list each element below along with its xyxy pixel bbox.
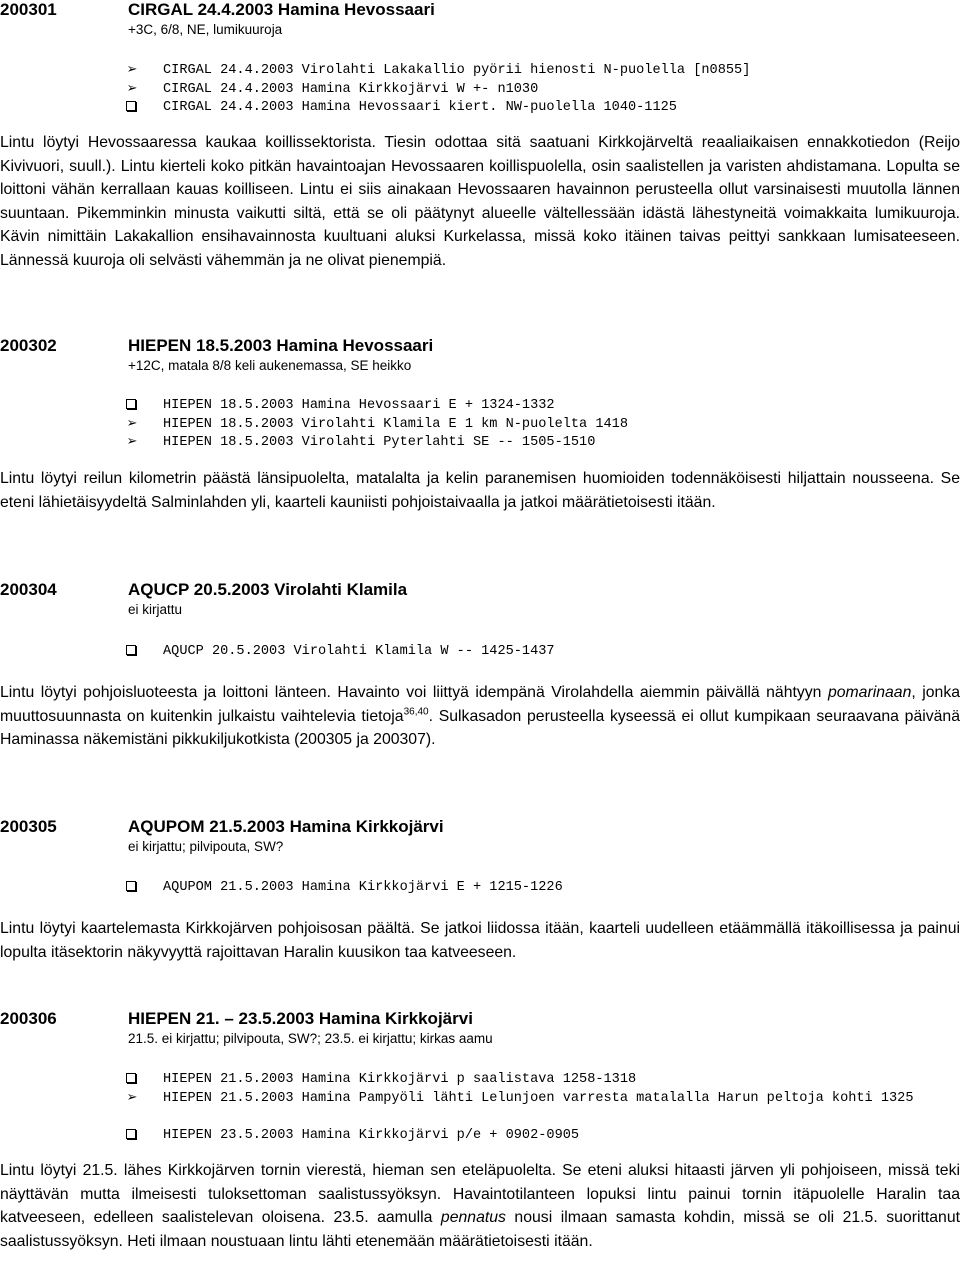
entry-conditions: ei kirjattu [128, 602, 183, 617]
observation-text: AQUCP 20.5.2003 Virolahti Klamila W -- 1425-1437 [163, 644, 555, 659]
observation-text: HIEPEN 21.5.2003 Hamina Kirkkojärvi p saalistava 1258-1318 [163, 1072, 637, 1087]
observation-item [0, 1127, 960, 1146]
entry-200305 [0, 817, 960, 961]
checkbox-bullet-icon [125, 879, 139, 895]
paragraph-text: Lintu löytyi 21.5. lähes Kirkkojärven tornin vierestä, hieman sen eteläpuolelta. Se eteni aluksi hitaasti järven yli pohjoiseen, missä teki näyttävän mutta ilmeisesti tuloksettoman saalistussyöksyn. Havaintotilanteen lopuksi lintu painui tornin itäpuolelle Haralin taa katveeseen, edelleen saalistelevan oloisena. 23.5. aamulla pennatus nousi ilmaan samasta kohdin, missä se oli 21.5. suorittanut saalistussyöksyn. Heti ilmaan noustuaan lintu lähti etenemään määrätietoisesti itään. [0, 1162, 960, 1250]
entry-200302 [0, 336, 960, 511]
observation-item [0, 1090, 960, 1127]
species-name: pomarinaan [827, 684, 912, 701]
observation-list [0, 643, 960, 662]
checkbox-bullet-icon [125, 1127, 139, 1143]
entry-paragraph [0, 681, 960, 752]
entry-title: CIRGAL 24.4.2003 Hamina Hevossaari [128, 0, 435, 19]
entry-title: AQUCP 20.5.2003 Virolahti Klamila [128, 580, 408, 599]
entry-title: HIEPEN 18.5.2003 Hamina Hevossaari [128, 336, 434, 355]
arrow-bullet-icon: ➢ [126, 434, 138, 449]
entry-header [0, 1009, 960, 1033]
arrow-bullet-icon: ➢ [126, 80, 138, 96]
entry-header [0, 817, 960, 841]
checkbox-bullet-icon [125, 643, 139, 659]
checkbox-bullet-icon [125, 397, 139, 413]
arrow-bullet-icon: ➢ [126, 415, 138, 431]
entry-paragraph [0, 1159, 960, 1253]
paragraph-text: Lintu löytyi pohjoisluoteesta ja loittoni länteen. Havainto voi liittyä idempänä Virolahdella aiemmin päivällä nähtyyn pomarinaan, jonka muuttosuunnasta on kuitenkin julkaistu vaihtelevia tietoja$^{36,40}$. Sulkasadon perusteella kyseessä ei ollut kumpikaan seuraavana päivänä Haminassa näkemistäni pikkukiljukotkista (200305 ja 200307). [0, 684, 960, 749]
observation-text: AQUPOM 21.5.2003 Hamina Kirkkojärvi E + 1215-1226 [163, 880, 563, 895]
entry-id: 200306 [0, 1009, 57, 1028]
entry-conditions: ei kirjattu; pilvipouta, SW? [128, 839, 284, 854]
arrow-bullet-icon: ➢ [126, 62, 138, 77]
entry-paragraph [0, 917, 960, 964]
observation-item [0, 99, 960, 118]
species-name: pennatus [440, 1209, 506, 1227]
observation-list [0, 1071, 960, 1145]
entry-200301 [0, 0, 960, 269]
entry-conditions: 21.5. ei kirjattu; pilvipouta, SW?; 23.5. ei kirjattu; kirkas aamu [128, 1031, 493, 1046]
observation-item [0, 81, 960, 100]
checkbox-bullet-icon [125, 99, 139, 115]
observation-item [0, 879, 960, 898]
observation-list [0, 879, 960, 898]
entry-paragraph [0, 131, 960, 273]
observation-item [0, 397, 960, 416]
observation-item [0, 1071, 960, 1090]
observation-text: HIEPEN 23.5.2003 Hamina Kirkkojärvi p/e + 0902-0905 [163, 1127, 580, 1143]
observation-item [0, 62, 960, 81]
paragraph-text: Lintu löytyi reilun kilometrin päästä länsipuolelta, matalalta ja kelin paranemisen huomioiden todennäköisesti hiljattain nousseena. Se eteni lähietäisyydeltä Salminlahden yli, kaarteli kauniisti pohjoistaivaalla ja jatkoi määrätietoisesti itään. [0, 470, 960, 511]
arrow-bullet-icon: ➢ [126, 1089, 138, 1105]
observation-item [0, 643, 960, 662]
entry-header [0, 580, 960, 604]
observation-text: CIRGAL 24.4.2003 Hamina Hevossaari kiert. NW-puolella 1040-1125 [163, 100, 677, 115]
entry-200306 [0, 1009, 960, 1250]
entry-header [0, 0, 960, 24]
observation-text: CIRGAL 24.4.2003 Virolahti Lakakallio pyörii hienosti N-puolella [n0855] [163, 63, 751, 78]
entry-id: 200302 [0, 336, 57, 355]
observation-list [0, 62, 960, 118]
entry-200304 [0, 580, 960, 749]
observation-text: HIEPEN 21.5.2003 Hamina Pampyöli lähti Lelunjoen varresta matalalla Harun peltoja kohti 1325 [163, 1090, 914, 1106]
entry-id: 200301 [0, 0, 57, 19]
observation-text: HIEPEN 18.5.2003 Virolahti Pyterlahti SE -- 1505-1510 [163, 435, 596, 450]
observation-item [0, 416, 960, 435]
observation-text: CIRGAL 24.4.2003 Hamina Kirkkojärvi W +- n1030 [163, 81, 539, 97]
observation-list [0, 397, 960, 453]
checkbox-bullet-icon [125, 1071, 139, 1087]
entry-conditions: +12C, matala 8/8 keli aukenemassa, SE heikko [128, 358, 412, 373]
entry-paragraph [0, 467, 960, 514]
observation-text: HIEPEN 18.5.2003 Virolahti Klamila E 1 km N-puolelta 1418 [163, 416, 628, 432]
reference-superscript: 36,40 [403, 706, 429, 718]
entry-title: AQUPOM 21.5.2003 Hamina Kirkkojärvi [128, 817, 444, 836]
entry-title: HIEPEN 21. – 23.5.2003 Hamina Kirkkojärvi [128, 1009, 473, 1028]
entry-conditions: +3C, 6/8, NE, lumikuuroja [128, 22, 283, 37]
entry-header [0, 336, 960, 360]
observation-item [0, 434, 960, 453]
entry-id: 200304 [0, 580, 57, 599]
observation-text: HIEPEN 18.5.2003 Hamina Hevossaari E + 1324-1332 [163, 398, 555, 413]
paragraph-text: Lintu löytyi Hevossaaressa kaukaa koillissektorista. Tiesin odottaa sitä saatuani Kirkkojärveltä reaaliaikaisen ennakkotiedon (Reijo Kivivuori, suull.). Lintu kierteli koko pitkän havaintoajan Hevossaaren koillispuolella, osin saalistellen ja varisten ahdistamana. Lopulta se loittoni vähän kerrallaan kauas koilliseen. Lintu ei siis ainakaan Hevossaaren havainnon perusteella ollut varsinaisesti muutolla lännen suuntaan. Pikemminkin minusta vaikutti siltä, että se oli päätynyt alueelle vältellessään idästä lähestyneitä voimakkaita lumikuuroja. Kävin nimittäin Lakakallion ensihavainnosta kuultuani aluksi Kurkelassa, missä koko itäinen taivas peittyi sankkaan lumisateeseen. Lännessä kuuroja oli selvästi vähemmän ja ne olivat pienempiä. [0, 134, 960, 269]
paragraph-text: Lintu löytyi kaartelemasta Kirkkojärven pohjoisosan päältä. Se jatkoi liidossa itään, kaarteli uudelleen etäämmällä itäkoillisessa ja painui lopulta itäsektorin näkyvyyttä rajoittavan Haralin kuusikon taa katveeseen. [0, 920, 960, 961]
entry-id: 200305 [0, 817, 57, 836]
